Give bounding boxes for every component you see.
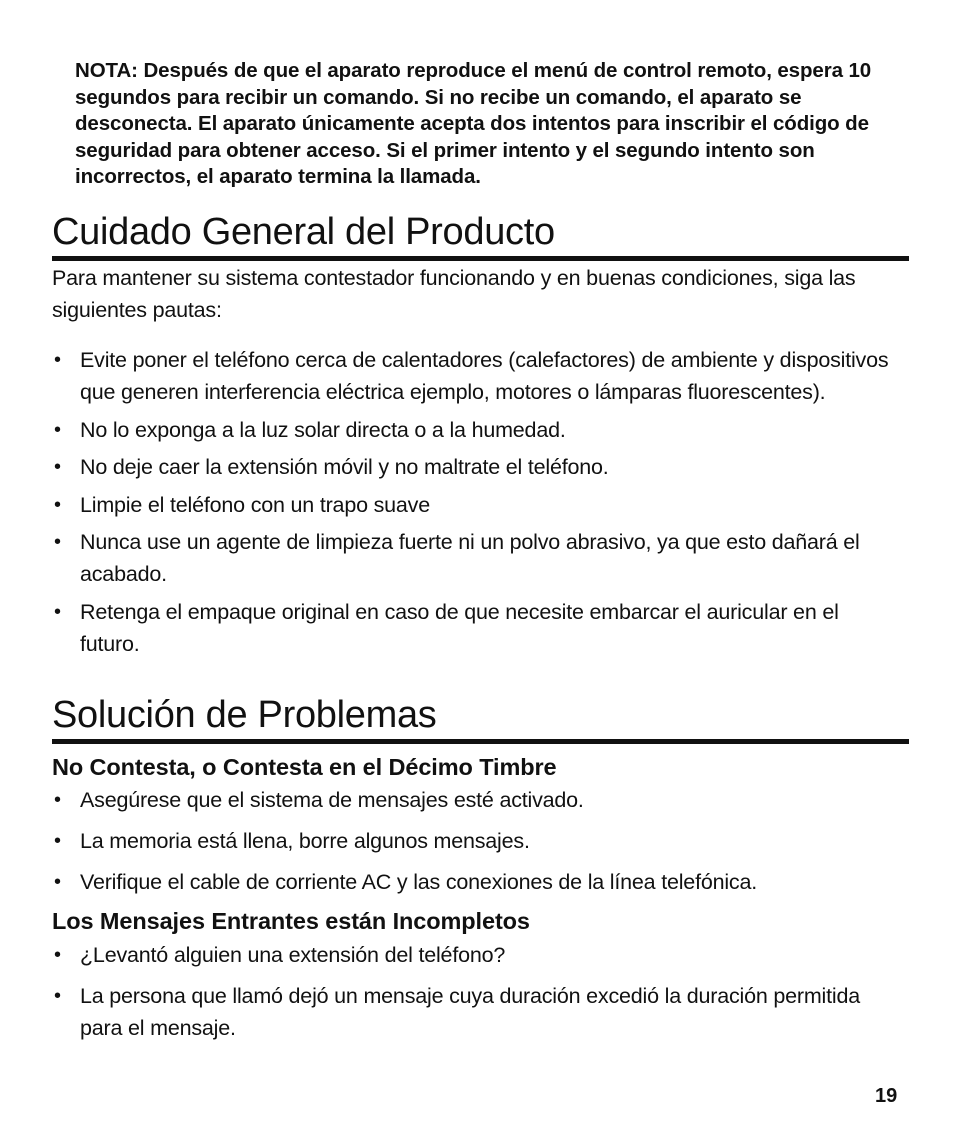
list-item bbox=[52, 526, 902, 590]
list-item-text: La memoria está llena, borre algunos mensajes. bbox=[80, 829, 530, 853]
list-item bbox=[52, 825, 902, 857]
bullet-icon: • bbox=[54, 830, 61, 852]
bullet-icon: • bbox=[54, 456, 61, 478]
bullet-icon: • bbox=[54, 349, 61, 371]
list-item-text: ¿Levantó alguien una extensión del teléfono? bbox=[80, 943, 506, 967]
no-answer-subheading: No Contesta, o Contesta en el Décimo Timbre bbox=[52, 754, 557, 780]
list-item bbox=[52, 344, 902, 408]
list-item-text: Nunca use un agente de limpieza fuerte ni un polvo abrasivo, ya que esto dañará el acabado. bbox=[80, 530, 860, 586]
incomplete-messages-subheading: Los Mensajes Entrantes están Incompletos bbox=[52, 908, 530, 934]
list-item-text: No deje caer la extensión móvil y no maltrate el teléfono. bbox=[80, 455, 609, 479]
list-item-text: La persona que llamó dejó un mensaje cuya duración excedió la duración permitida para el mensaje. bbox=[80, 984, 860, 1040]
bullet-icon: • bbox=[54, 944, 61, 966]
list-item bbox=[52, 784, 902, 816]
bullet-icon: • bbox=[54, 600, 61, 623]
bullet-icon: • bbox=[54, 985, 61, 1007]
list-item bbox=[52, 489, 902, 521]
product-care-intro: Para mantener su sistema contestador funcionando y en buenas condiciones, siga las siguientes pautas: bbox=[52, 266, 856, 322]
security-note: NOTA: Después de que el aparato reproduce el menú de control remoto, espera 10 segundos para recibir un comando. Si no recibe un comando, el aparato se desconecta. El aparato únicamente acepta dos intentos para inscribir el código de seguridad para obtener acceso. Si el primer intento y el segundo intento son incorrectos, el aparato termina la llamada. bbox=[75, 59, 872, 188]
incomplete-messages-list bbox=[52, 939, 902, 1053]
list-item-text: Asegúrese que el sistema de mensajes esté activado. bbox=[80, 788, 584, 812]
list-item bbox=[52, 980, 902, 1044]
bullet-icon: • bbox=[54, 418, 61, 441]
bullet-icon: • bbox=[54, 871, 61, 893]
list-item-text: Limpie el teléfono con un trapo suave bbox=[80, 492, 430, 517]
list-item bbox=[52, 939, 902, 971]
list-item bbox=[52, 866, 902, 898]
bullet-icon: • bbox=[54, 789, 61, 811]
list-item bbox=[52, 451, 902, 483]
list-item bbox=[52, 596, 902, 660]
bullet-icon: • bbox=[54, 493, 61, 516]
product-care-heading: Cuidado General del Producto bbox=[52, 210, 909, 261]
list-item-text: Evite poner el teléfono cerca de calentadores (calefactores) de ambiente y dispositivos que generen interferencia eléctrica ejemplo, motores o lámparas fluorescentes). bbox=[80, 348, 889, 404]
bullet-icon: • bbox=[54, 531, 61, 553]
no-answer-list bbox=[52, 784, 902, 907]
product-care-list bbox=[52, 344, 902, 665]
page-number: 19 bbox=[875, 1085, 898, 1107]
list-item bbox=[52, 414, 902, 446]
list-item-text: Retenga el empaque original en caso de que necesite embarcar el auricular en el futuro. bbox=[80, 599, 839, 656]
list-item-text: No lo exponga a la luz solar directa o a la humedad. bbox=[80, 417, 566, 442]
list-item-text: Verifique el cable de corriente AC y las conexiones de la línea telefónica. bbox=[80, 870, 758, 894]
troubleshooting-heading: Solución de Problemas bbox=[52, 693, 909, 744]
